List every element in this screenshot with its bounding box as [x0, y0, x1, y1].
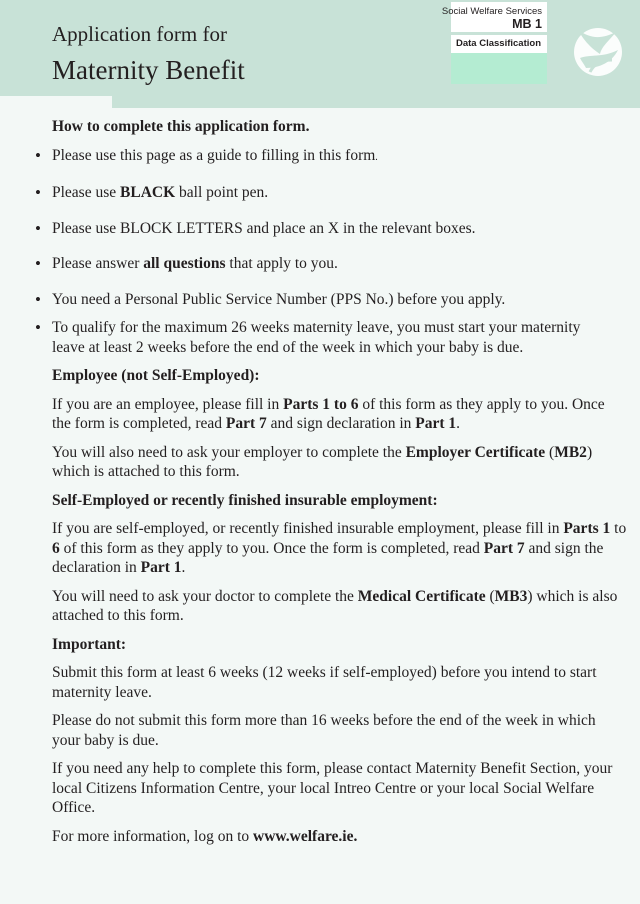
welfare-link[interactable]: www.welfare.ie.: [253, 827, 358, 845]
data-classification-field: [451, 53, 547, 84]
form-code: MB 1: [512, 17, 542, 31]
page-title: Maternity Benefit: [52, 55, 245, 85]
list-item: • You need a Personal Public Service Number (PPS No.) before you apply.: [52, 290, 627, 310]
important-paragraph-3: If you need any help to complete this form, please contact Maternity Benefit Section, your local Citizens Information Centre, your local Intreo Centre or your local Social Welfare Office.: [52, 760, 613, 816]
guide-bullet-list: [52, 146, 627, 358]
title-line-1: Application form for: [52, 22, 227, 46]
guide-heading: How to complete this application form.: [52, 118, 310, 135]
employee-heading: Employee (not Self-Employed):: [52, 367, 260, 384]
list-item: • Please use BLOCK LETTERS and place an X in the relevant boxes.: [52, 219, 627, 239]
important-heading: Important:: [52, 635, 127, 653]
self-employed-paragraph-2: You will need to ask your doctor to complete the Medical Certificate (MB3) which is also attached to this form.: [52, 587, 618, 624]
instructions: [52, 117, 627, 846]
self-employed-paragraph-1: If you are self-employed, or recently finished insurable employment, please fill in Parts 1 to 6 of this form as they apply to you. Once the form is completed, read Part 7 and sign the declaration in Part 1.: [52, 520, 627, 576]
employee-paragraph-2: You will also need to ask your employer to complete the Employer Certificate (MB2) which is attached to this form.: [52, 443, 593, 480]
important-paragraph-2: Please do not submit this form more than 16 weeks before the end of the week in which your baby is due.: [52, 712, 596, 749]
important-paragraph-1: Submit this form at least 6 weeks (12 weeks if self-employed) before you intend to start maternity leave.: [52, 664, 597, 701]
harp-bird-logo-icon: [572, 24, 624, 78]
data-classification: Data Classification: [451, 35, 547, 53]
more-information: For more information, log on to www.welfare.ie.: [52, 827, 358, 845]
list-item: • Please answer all questions that apply to you.: [52, 254, 627, 274]
service-name: Social Welfare Services: [441, 6, 542, 17]
list-item: • Please use BLACK ball point pen.: [52, 183, 627, 203]
list-item: • Please use this page as a guide to filling in this form.: [52, 146, 627, 168]
form-code-box: [441, 2, 547, 32]
list-item: • To qualify for the maximum 26 weeks maternity leave, you must start your maternity leave at least 2 weeks before the end of the week in which your baby is due.: [52, 318, 627, 357]
header-strip: [112, 96, 640, 108]
employee-paragraph-1: If you are an employee, please fill in Parts 1 to 6 of this form as they apply to you. Once the form is completed, read Part 7 and sign declaration in Part 1.: [52, 395, 605, 432]
self-employed-heading: Self-Employed or recently finished insurable employment:: [52, 491, 438, 509]
